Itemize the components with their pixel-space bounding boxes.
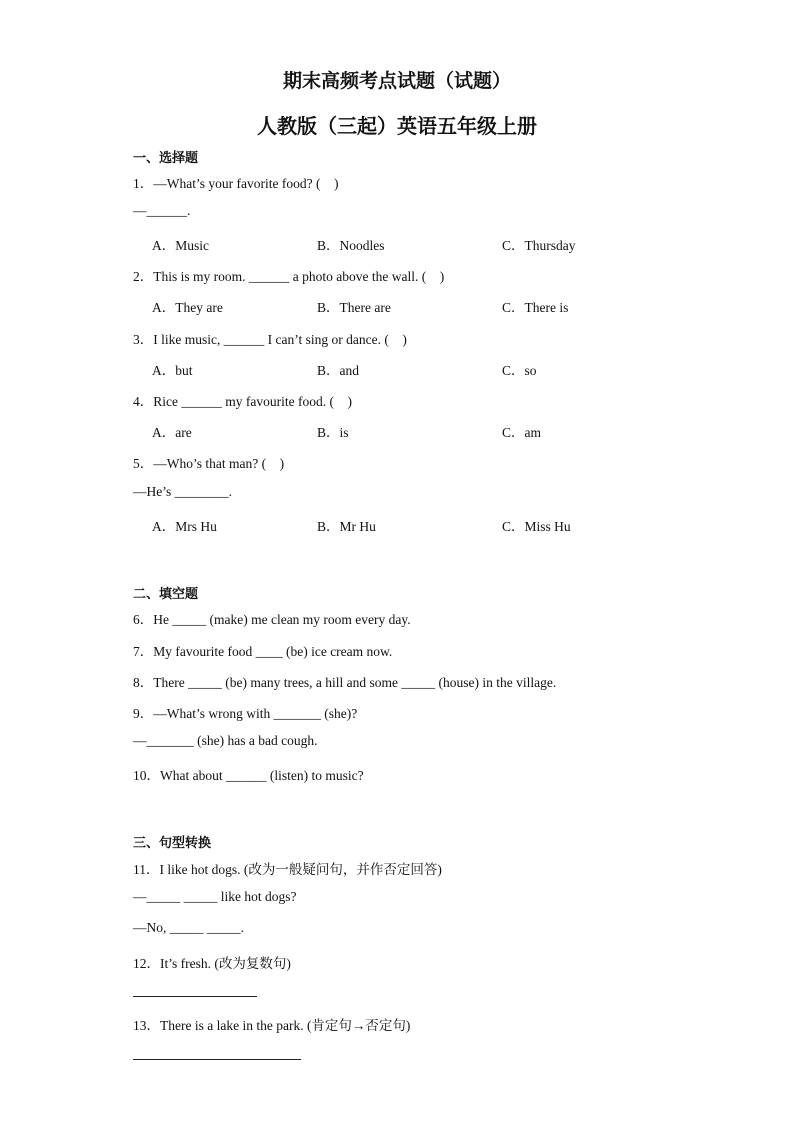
q1-option-b: B．Noodles xyxy=(317,238,385,253)
q5-option-b: B．Mr Hu xyxy=(317,519,376,534)
section-heading-transform: 三、句型转换 xyxy=(133,836,212,851)
question-4: 4．Rice ______ my favourite food. ( ) xyxy=(133,394,352,409)
question-8: 8．There _____ (be) many trees, a hill and some _____ (house) in the village. xyxy=(133,675,557,690)
q1-option-a: A．Music xyxy=(152,238,209,253)
section-heading-choice: 一、选择题 xyxy=(133,151,199,166)
section-heading-fill: 二、填空题 xyxy=(133,587,199,602)
q2-option-c: C．There is xyxy=(502,300,569,315)
q5-option-a: A．Mrs Hu xyxy=(152,519,217,534)
q12-answer-blank xyxy=(133,996,257,997)
question-2: 2．This is my room. ______ a photo above the wall. ( ) xyxy=(133,269,445,284)
q3-option-b: B．and xyxy=(317,363,359,378)
question-13: 13．There is a lake in the park. (肯定句→否定句) xyxy=(133,1018,411,1033)
question-1-answer-line: —______. xyxy=(133,203,191,218)
question-11: 11．I like hot dogs. (改为一般疑问句，并作否定回答) xyxy=(133,862,442,877)
q2-option-a: A．They are xyxy=(152,300,223,315)
q2-option-b: B．There are xyxy=(317,300,391,315)
question-5-answer-line: —He’s ________. xyxy=(133,484,232,499)
question-3: 3．I like music, ______ I can’t sing or dance. ( ) xyxy=(133,332,407,347)
question-6: 6．He _____ (make) me clean my room every day. xyxy=(133,612,411,627)
q4-option-c: C．am xyxy=(502,425,541,440)
exam-subtitle: 人教版（三起）英语五年级上册 xyxy=(257,114,537,138)
q5-option-c: C．Miss Hu xyxy=(502,519,571,534)
question-12: 12．It’s fresh. (改为复数句) xyxy=(133,956,291,971)
question-11-line-3: —No, _____ _____. xyxy=(133,920,244,935)
question-11-line-2: —_____ _____ like hot dogs? xyxy=(133,889,297,904)
question-5: 5．—Who’s that man? ( ) xyxy=(133,456,285,471)
q4-option-b: B．is xyxy=(317,425,349,440)
q1-option-c: C．Thursday xyxy=(502,238,576,253)
question-7: 7．My favourite food ____ (be) ice cream now. xyxy=(133,644,393,659)
exam-title: 期末高频考点试题（试题） xyxy=(282,70,511,92)
question-1: 1．—What’s your favorite food? ( ) xyxy=(133,176,339,191)
q13-answer-blank xyxy=(133,1059,301,1060)
q4-option-a: A．are xyxy=(152,425,192,440)
question-9: 9．—What’s wrong with _______ (she)? xyxy=(133,706,358,721)
question-10: 10．What about ______ (listen) to music? xyxy=(133,768,364,783)
question-9-answer-line: —_______ (she) has a bad cough. xyxy=(133,733,318,748)
q3-option-c: C．so xyxy=(502,363,537,378)
q3-option-a: A．but xyxy=(152,363,193,378)
